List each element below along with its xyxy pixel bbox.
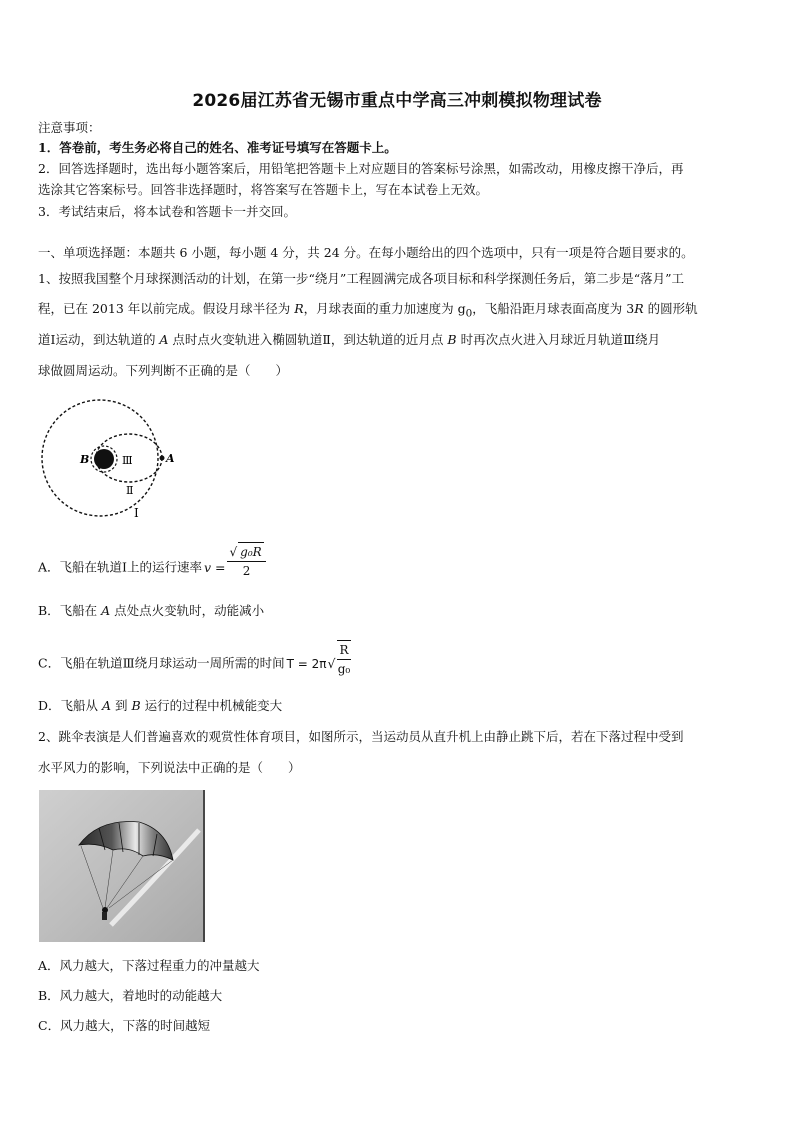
moon-icon	[94, 449, 114, 469]
label-B: B	[80, 453, 90, 466]
var-R: R	[294, 301, 304, 316]
q1-option-a-v: v =	[203, 559, 226, 575]
label-orbit-I: Ⅰ	[134, 506, 139, 520]
page-title: 2026届江苏省无锡市重点中学高三冲刺模拟物理试卷	[192, 91, 602, 111]
q1-option-c	[38, 643, 351, 678]
parachute-photo	[39, 790, 205, 942]
q1-line-1: 1、按照我国整个月球探测活动的计划，在第一步“绕月”工程圆满完成各项目标和科学探测任务后，第二步是“落月”工	[38, 271, 685, 286]
sqrt-content: g₀R	[238, 542, 264, 561]
fraction-numerator: √ g₀R	[227, 542, 265, 562]
point-A-dot	[160, 456, 165, 461]
section-heading: 一、单项选择题：本题共 6 小题，每小题 4 分，共 24 分。在每小题给出的四个选项中，只有一项是符合题目要求的。	[38, 245, 694, 260]
fraction-denominator: 2	[242, 564, 251, 578]
q1-option-a-fraction	[227, 542, 265, 580]
orbit-diagram	[38, 398, 178, 526]
q1-option-c-text: C．飞船在轨道Ⅲ绕月球运动一周所需的时间	[38, 655, 285, 671]
q1-line-3-a: 道Ⅰ运动，到达轨道的	[38, 332, 160, 347]
q1-option-b	[38, 602, 264, 620]
skydiver-body	[102, 912, 107, 920]
var-B: B	[131, 698, 141, 713]
q1-option-d-a: D．飞船从	[38, 698, 102, 713]
q1-line-3-b: 点时点火变轨进入椭圆轨道Ⅱ，到达轨道的近月点	[168, 332, 448, 347]
q1-option-d-b: 到	[111, 698, 132, 713]
q2-line-2: 水平风力的影响，下列说法中正确的是（ ）	[38, 760, 301, 775]
q2-option-b: B．风力越大，着地时的动能越大	[38, 988, 223, 1003]
q1-line-2-a: 程，已在 2013 年以前完成。假设月球半径为	[38, 301, 295, 316]
notice-item-3: 3．考试结束后，将本试卷和答题卡一并交回。	[38, 204, 296, 219]
q1-option-a	[38, 545, 266, 580]
q1-line-2-d: 的圆形轨	[643, 301, 698, 316]
sqrt-icon: √	[327, 655, 336, 671]
q1-option-b-b: 点处点火变轨时，动能减小	[110, 603, 265, 618]
q1-line-2-b: ，月球表面的重力加速度为 g	[303, 301, 466, 316]
notice-item-2: 2．回答选择题时，选出每小题答案后，用铅笔把答题卡上对应题目的答案标号涂黑，如需改动，用橡皮擦干净后，再	[38, 161, 684, 176]
q1-line-2	[38, 300, 698, 323]
q2-option-c: C．风力越大，下落的时间越短	[38, 1018, 211, 1033]
q1-option-a-text: A．飞船在轨道Ⅰ上的运行速率	[38, 559, 202, 575]
q2-line-1: 2、跳伞表演是人们普遍喜欢的观赏性体育项目，如图所示，当运动员从直升机上由静止跳下后，若在下落过程中受到	[38, 729, 684, 744]
q1-line-4: 球做圆周运动。下列判断不正确的是（ ）	[38, 363, 289, 378]
sky-background	[39, 790, 205, 942]
label-orbit-II: Ⅱ	[126, 484, 134, 497]
var-A: A	[159, 332, 169, 347]
q1-option-d-c: 运行的过程中机械能变大	[140, 698, 283, 713]
subscript-0: 0	[465, 307, 473, 320]
notice-heading: 注意事项：	[38, 120, 101, 135]
notice-item-1: 1．答卷前，考生务必将自己的姓名、准考证号填写在答题卡上。	[38, 140, 397, 155]
q1-line-2-c: ，飞船沿距月球表面高度为 3	[472, 301, 635, 316]
q1-option-c-formula: T = 2π	[286, 656, 327, 671]
q2-option-a: A．风力越大，下落过程重力的冲量越大	[38, 958, 260, 973]
q1-line-3	[38, 331, 660, 349]
q1-option-c-fraction	[337, 640, 350, 678]
var-B: B	[447, 332, 457, 347]
fraction-numerator: R	[337, 641, 350, 660]
q1-line-3-c: 时再次点火进入月球近月轨道Ⅲ绕月	[456, 332, 661, 347]
fraction-denominator: g₀	[337, 662, 351, 676]
label-A: A	[166, 452, 175, 465]
var-R: R	[634, 301, 644, 316]
q1-option-b-a: B．飞船在	[38, 603, 102, 618]
q1-option-d	[38, 697, 282, 715]
label-orbit-III: Ⅲ	[122, 454, 133, 467]
var-A: A	[102, 698, 112, 713]
var-A: A	[101, 603, 111, 618]
notice-item-2-cont: 选涂其它答案标号。回答非选择题时，将答案写在答题卡上，写在本试卷上无效。	[38, 182, 489, 197]
